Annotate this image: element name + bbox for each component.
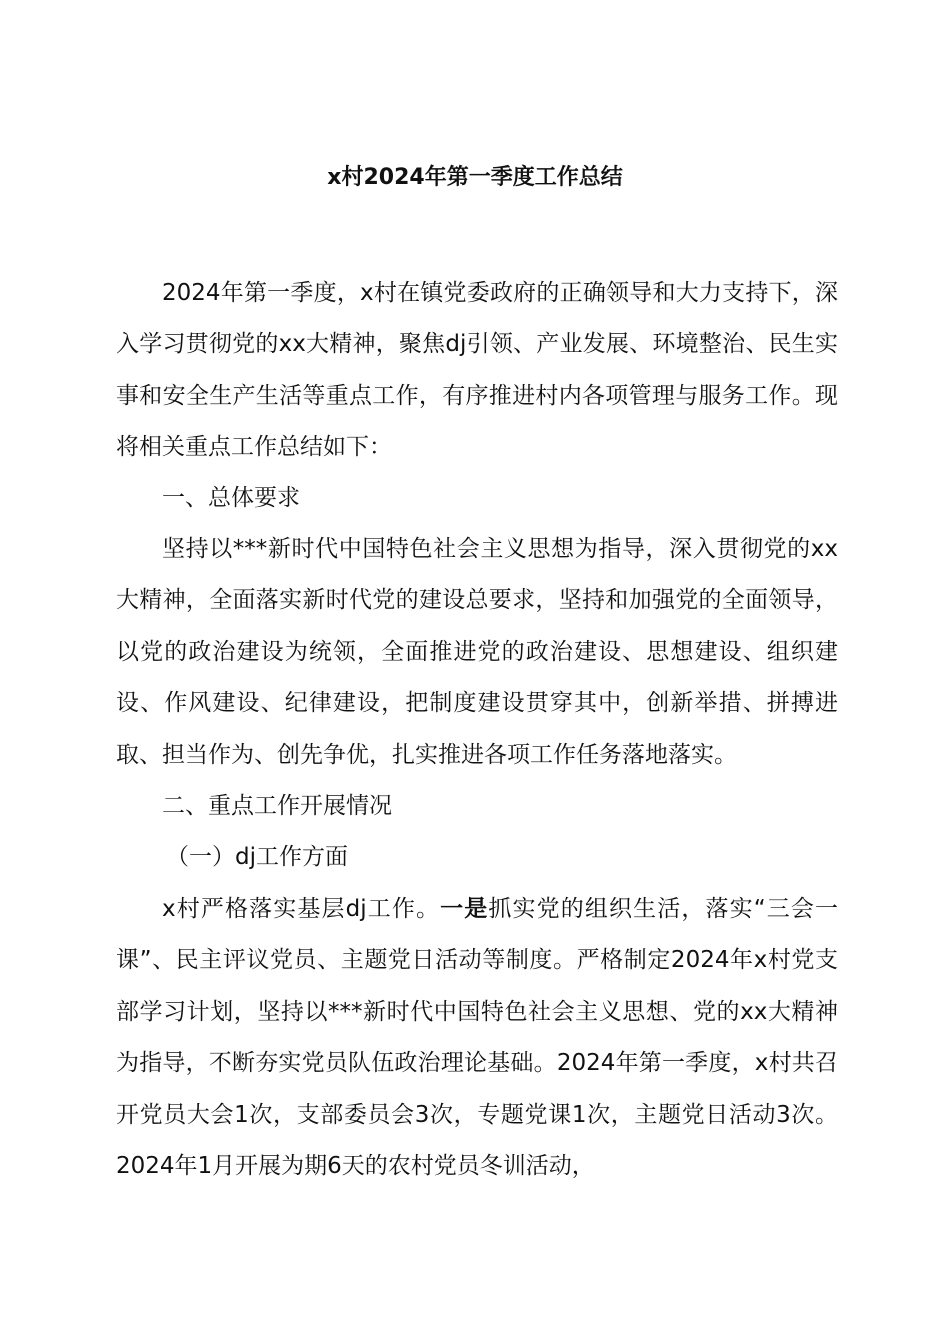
overall-requirements-paragraph: 坚持以***新时代中国特色社会主义思想为指导，深入贯彻党的xx大精神，全面落实新时代党的建设总要求，坚持和加强党的全面领导，以党的政治建设为统领，全面推进党的政治建设、思想建设、组织建设、作风建设、纪律建设，把制度建设贯穿其中，创新举措、拼搏进取、担当作为、创先争优，扎实推进各项工作任务落地落实。 (116, 536, 838, 768)
dj-work-body: 抓实党的组织生活，落实“三会一课”、民主评议党员、主题党日活动等制度。严格制定2024年x村党支部学习计划，坚持以***新时代中国特色社会主义思想、党的xx大精神为指导，不断夯实党员队伍政治理论基础。2024年第一季度，x村共召开党员大会1次，支部委员会3次，专题党课1次，主题党日活动3次。2024年1月开展为期6天的农村党员冬训活动， (116, 896, 838, 1180)
document-title: x村2024年第一季度工作总结 (327, 165, 623, 190)
section-heading-key-work: 二、重点工作开展情况 (162, 793, 392, 819)
dj-work-lead: x村严格落实基层dj工作。 (162, 896, 441, 922)
subheading-dj-work: （一）dj工作方面 (166, 844, 348, 870)
intro-paragraph: 2024年第一季度，x村在镇党委政府的正确领导和大力支持下，深入学习贯彻党的xx大精神，聚焦dj引领、产业发展、环境整治、民生实事和安全生产生活等重点工作，有序推进村内各项管理与服务工作。现将相关重点工作总结如下： (116, 280, 838, 461)
dj-work-paragraph (116, 884, 838, 1192)
section-heading-overall-requirements: 一、总体要求 (162, 485, 300, 511)
dj-work-first-point-label: 一是 (440, 896, 489, 922)
